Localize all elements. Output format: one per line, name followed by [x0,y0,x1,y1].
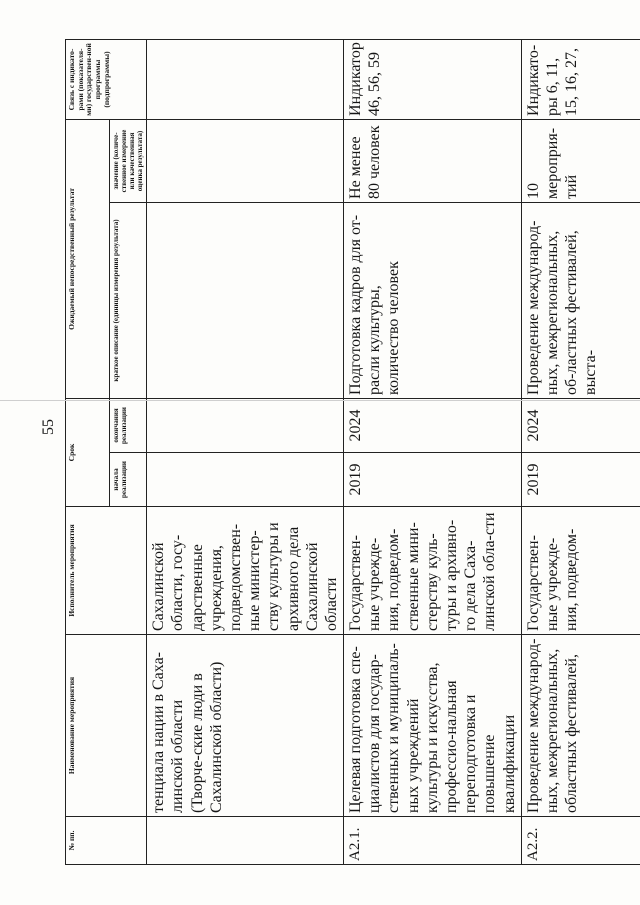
row-num: А2.1. [344,817,522,865]
header-term-start: начала реализации [110,453,147,507]
row-num: А2.2. [521,817,640,865]
row-num [147,817,344,865]
scan-fold-line [0,400,640,401]
row-value: 10 мероприя-тий [521,119,640,202]
header-row-1 [66,39,110,864]
row-executor: Государствен-ные учрежде-ния, подведом-ственные мини-стерству куль-туры и архивно-го дела Саха-линской обла-сти [344,507,522,635]
row-executor: Сахалинской области, госу-дарственные учреждения, подведомствен-ные министер-ству культуры и архивного дела Сахалинской области [147,507,344,635]
row-start: 2019 [521,453,640,507]
header-result-value: значение (количе-ственное измерение или качественная оценка результата) [110,119,147,202]
header-term: Срок [66,398,110,506]
header-link: Связь с индикато-рами (показателя-ми) государствен-ной программы (подпрограммы) [66,39,147,119]
row-executor: Государствен-ные учрежде-ния, подведом- [521,507,640,635]
row-link [147,39,344,119]
measures-table [65,39,640,865]
row-start [147,453,344,507]
header-executor: Исполнитель мероприятия [66,507,147,635]
header-result-desc: краткое описание (единицы измерения результата) [110,202,147,398]
row-link: Индикатор 46, 56, 59 [344,39,522,119]
row-name: Целевая подготовка спе-циалистов для государ-ственных и муниципаль-ных учреждений культуры и искусства, профессио-нальная переподготовка и повышение квалификации [344,635,522,817]
row-name: тенциала нации в Саха-линской области (Творче-ские люди в Сахалинской области) [147,635,344,817]
header-name: Наименование мероприятия [66,635,147,817]
header-term-end: окончания реализации [110,398,147,452]
table-row [344,39,522,864]
table-row [521,39,640,864]
row-desc: Проведение международ-ных, межрегиональных, об-ластных фестивалей, выста- [521,202,640,398]
header-num: № пп. [66,817,147,865]
row-name: Проведение международ-ных, межрегиональных, областных фестивалей, [521,635,640,817]
row-end: 2024 [521,398,640,452]
row-start: 2019 [344,453,522,507]
row-end [147,398,344,452]
row-desc: Подготовка кадров для от-расли культуры, количество человек [344,202,522,398]
header-result: Ожидаемый непосредственный результат [66,119,110,398]
row-value [147,119,344,202]
row-link: Индикато-ры 6, 11, 15, 16, 27, [521,39,640,119]
table-row [147,39,344,864]
row-value: Не менее 80 человек [344,119,522,202]
page-number: 55 [40,419,57,435]
row-desc [147,202,344,398]
row-end: 2024 [344,398,522,452]
